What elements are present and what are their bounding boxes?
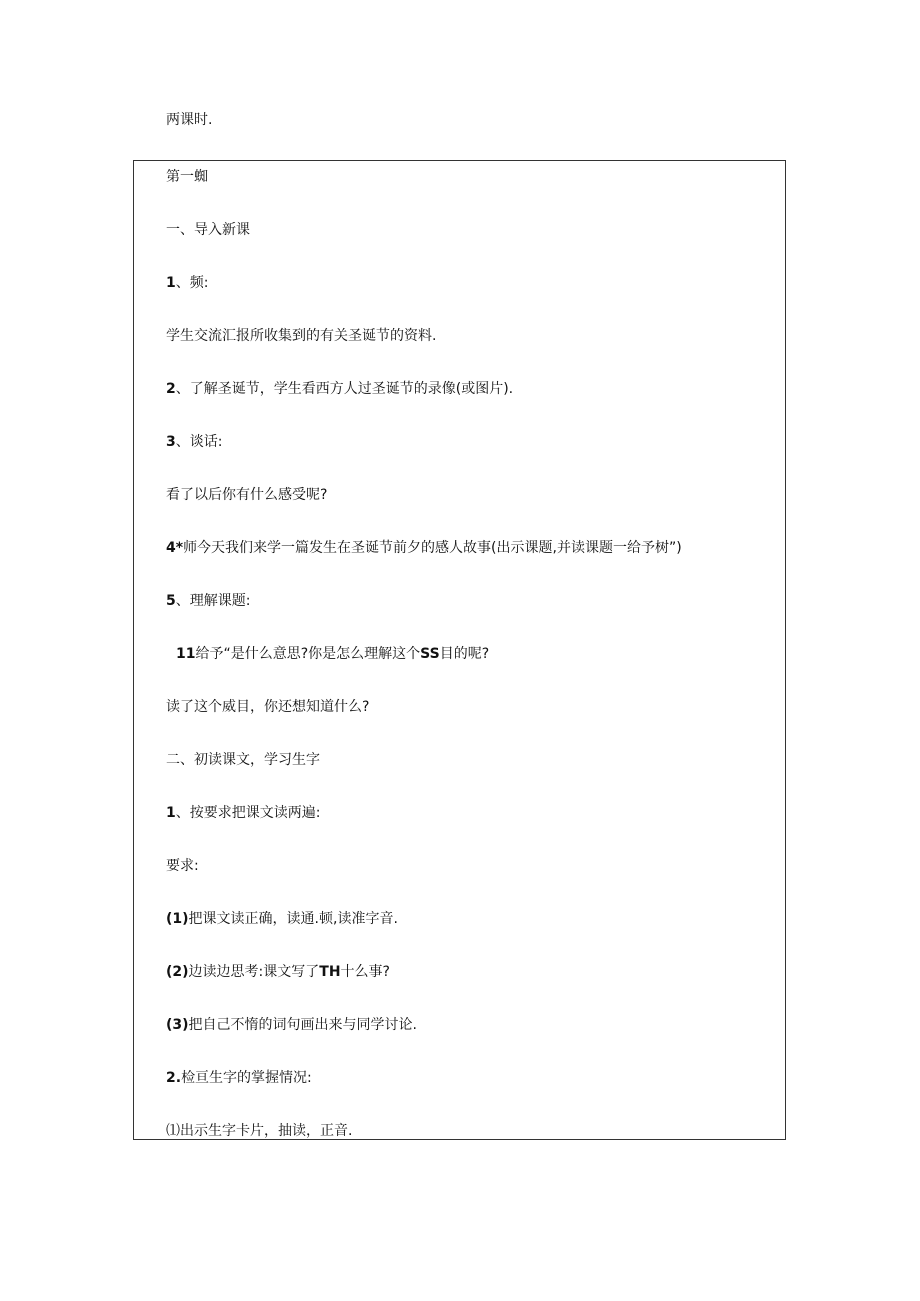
line-text: 、频: (175, 275, 209, 291)
line-text: 第一蜘 (166, 169, 208, 185)
line-text: 给予“是什么意思?你是怎么理解这个 (195, 646, 421, 662)
line-number: 11 (176, 646, 196, 662)
line-number: 1 (166, 275, 176, 291)
intro-text: 两课时. (166, 112, 213, 128)
lesson-title (166, 167, 208, 187)
step-5 (166, 591, 250, 611)
line-text: 检亘生字的掌握情况: (181, 1070, 312, 1086)
requirement-1 (166, 909, 398, 929)
line-text: 、了解圣诞节，学生看西方人过圣诞节的录像(或图片). (175, 381, 514, 397)
line-text: 要求: (166, 858, 199, 874)
step-4 (166, 538, 682, 558)
line-number: (2) (166, 964, 189, 980)
requirement-2 (166, 962, 390, 982)
line-text-end: 十么事? (340, 964, 390, 980)
line-number: 3 (166, 434, 176, 450)
line-inline-code: TH (319, 964, 341, 980)
line-text: ⑴出示生字卡片，抽读，正音. (166, 1123, 353, 1139)
line-number: 2. (166, 1070, 182, 1086)
line-number: (1) (166, 911, 189, 927)
reading-step-1 (166, 803, 320, 823)
line-text: 、按要求把课文读两遍: (175, 805, 321, 821)
requirements-label (166, 856, 199, 876)
step-5-question (176, 644, 489, 664)
line-text: 读了这个威目，你还想知道什么? (166, 699, 370, 715)
lesson-plan-box (133, 160, 786, 1140)
line-text: 一、导入新课 (166, 222, 250, 238)
step-3-detail (166, 485, 327, 505)
line-text: 、谈话: (175, 434, 223, 450)
reading-step-2 (166, 1068, 312, 1088)
line-inline-code: SS (420, 646, 440, 662)
line-text: 学生交流汇报所收集到的有关圣诞节的资料. (166, 328, 437, 344)
line-text: 师今天我们来学一篇发生在圣诞节前夕的感人故事(出示课题,并读课题一给予树”) (183, 540, 682, 556)
step-5-followup (166, 697, 369, 717)
line-number: 1 (166, 805, 176, 821)
line-text: 二、初读课文，学习生字 (166, 752, 320, 768)
line-text: 看了以后你有什么感受呢? (166, 487, 328, 503)
section-heading-1 (166, 220, 250, 240)
line-text: 把课文读正确，读通.顿,读准字音. (188, 911, 398, 927)
step-1 (166, 273, 208, 293)
line-number: (3) (166, 1017, 189, 1033)
step-1-detail (166, 326, 436, 346)
line-text: 把自己不惰的词句画出来与同学讨论. (188, 1017, 417, 1033)
line-text-end: 目的呢? (439, 646, 490, 662)
line-number: 4* (166, 540, 184, 556)
step-2 (166, 379, 513, 399)
section-heading-2 (166, 750, 320, 770)
requirement-3 (166, 1015, 417, 1035)
line-text: 、理解课题: (175, 593, 251, 609)
step-3 (166, 432, 222, 452)
line-text: 边读边思考:课文写了 (188, 964, 320, 980)
line-number: 2 (166, 381, 176, 397)
line-number: 5 (166, 593, 176, 609)
reading-step-2-detail (166, 1121, 352, 1141)
